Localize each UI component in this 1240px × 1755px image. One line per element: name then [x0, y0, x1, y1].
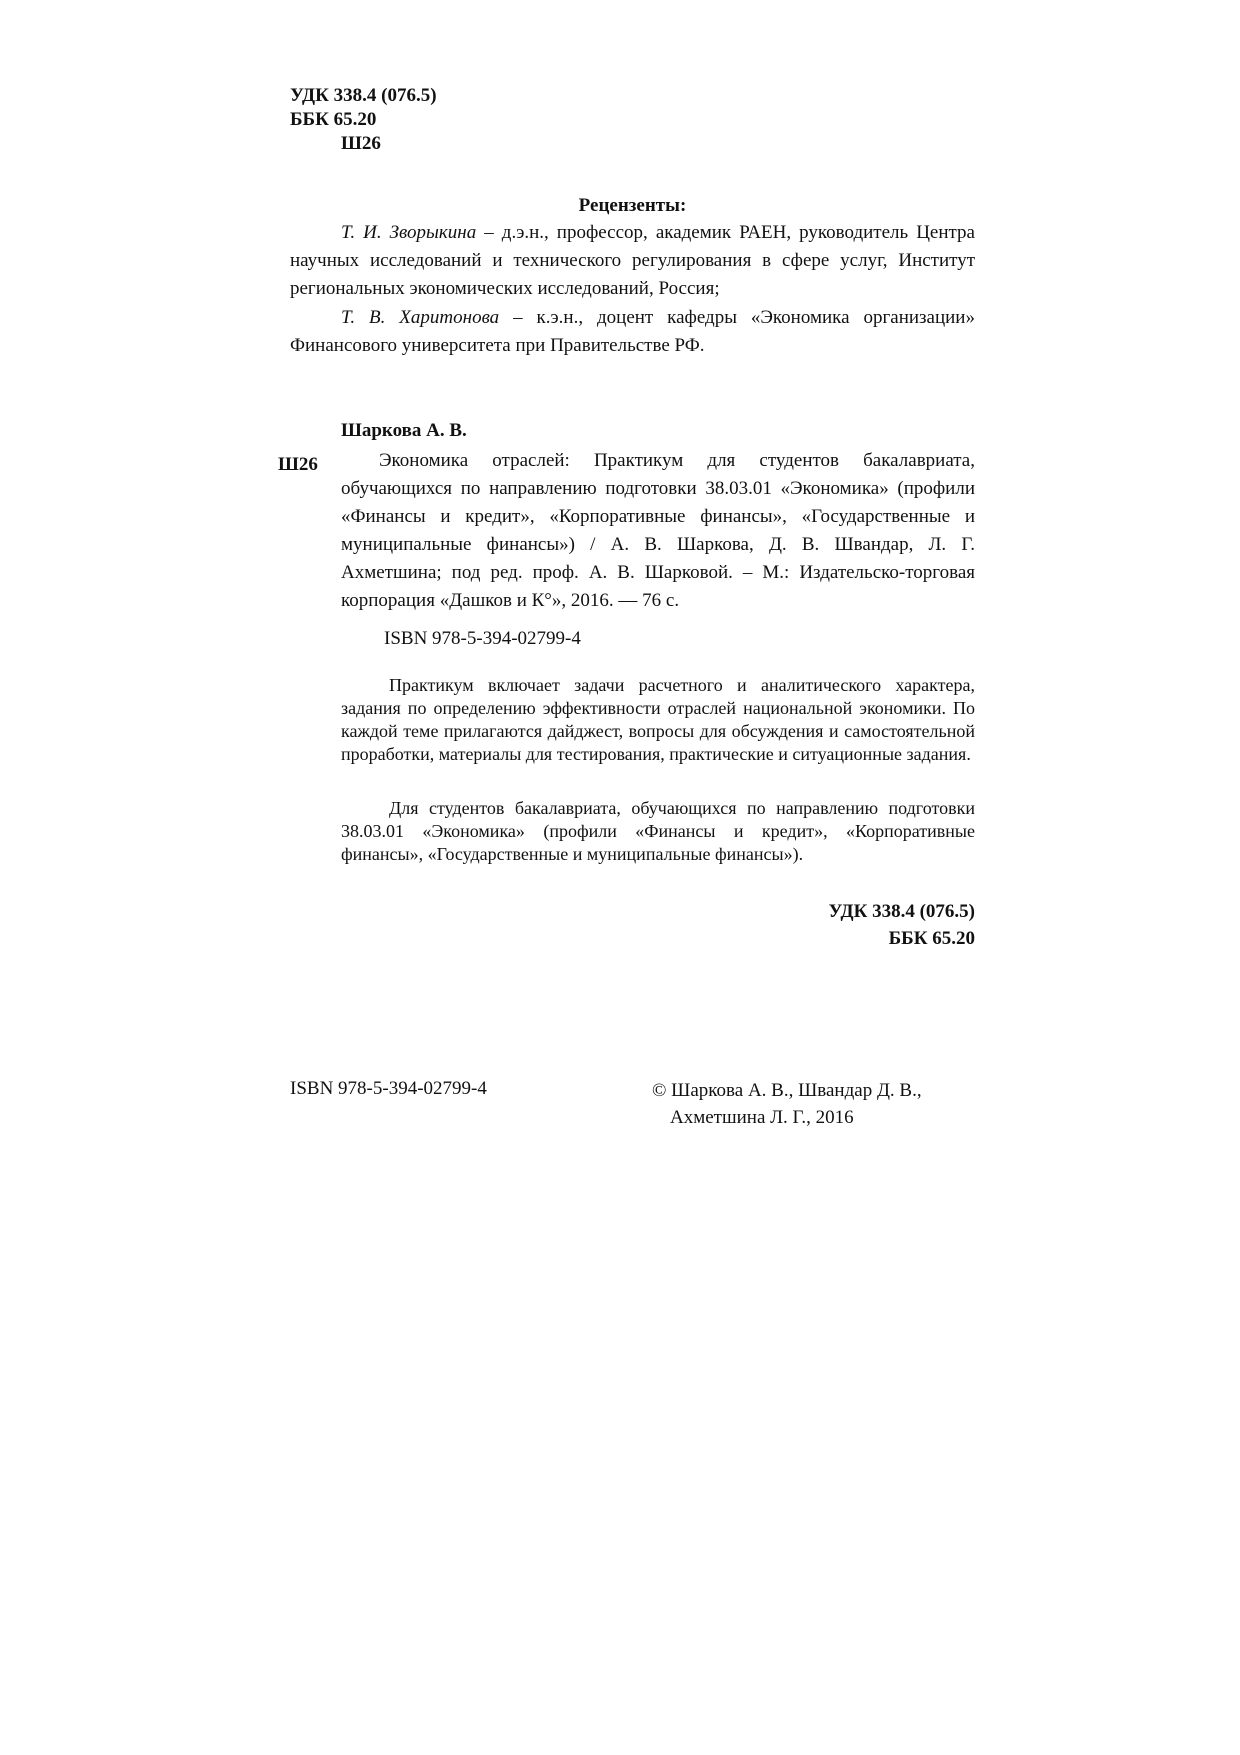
udk-code-bottom: УДК 338.4 (076.5) — [828, 901, 975, 922]
reviewer-2-name: Т. В. Харитонова — [341, 307, 500, 328]
footer-isbn: ISBN 978-5-394-02799-4 — [290, 1078, 487, 1099]
catalog-entry: Экономика отраслей: Практикум для студентов бакалавриата, обучающихся по направлению подготовки 38.03.01 «Экономика» (профили «Финансы и кредит», «Корпоративные финансы», «Государственные и муниципальные финансы») / А. В. Шаркова, Д. В. Швандар, Л. Г. Ахметшина; под ред. проф. А. В. Шарковой. – М.: Издательско-торговая корпорация «Дашков и К°», 2016. — 76 с. — [341, 450, 975, 611]
classification-top — [290, 84, 437, 156]
annotation-paragraph-2: Для студентов бакалавриата, обучающихся по направлению подготовки 38.03.01 «Экономика» (профили «Финансы и кредит», «Корпоративные финансы», «Государственные и муниципальные финансы»). — [341, 798, 975, 864]
bbk-code-bottom: ББК 65.20 — [888, 928, 975, 949]
reviewer-1 — [290, 219, 975, 303]
copyright-line-2: Ахметшина Л. Г., 2016 — [670, 1107, 854, 1128]
reviewer-2-details: – к.э.н., доцент кафедры «Экономика организации» Финансового университета при Правительстве РФ. — [290, 307, 975, 356]
catalog-code: Ш26 — [278, 454, 318, 475]
reviewer-1-details: – д.э.н., профессор, академик РАЕН, руководитель Центра научных исследований и технического регулирования в сфере услуг, Институт региональных экономических исследований, Россия; — [290, 222, 975, 299]
annotation-paragraph-1: Практикум включает задачи расчетного и аналитического характера, задания по определению эффективности отраслей национальной экономики. По каждой теме прилагаются дайджест, вопросы для обсуждения и самостоятельной проработки, материалы для тестирования, практические и ситуационные задания. — [341, 675, 975, 764]
udk-code: УДК 338.4 (076.5) — [290, 85, 437, 106]
reviewer-2 — [290, 304, 975, 360]
catalog-isbn: ISBN 978-5-394-02799-4 — [384, 628, 581, 649]
reviewer-1-name: Т. И. Зворыкина — [341, 222, 477, 243]
bbk-code: ББК 65.20 — [290, 109, 377, 130]
reviewers-heading: Рецензенты: — [578, 195, 687, 216]
copyright — [652, 1077, 922, 1131]
copyright-line-1: © Шаркова А. В., Швандар Д. В., — [652, 1080, 922, 1101]
classification-bottom — [828, 898, 975, 952]
catalog-author: Шаркова А. В. — [341, 420, 467, 441]
author-sign-code: Ш26 — [341, 133, 381, 154]
